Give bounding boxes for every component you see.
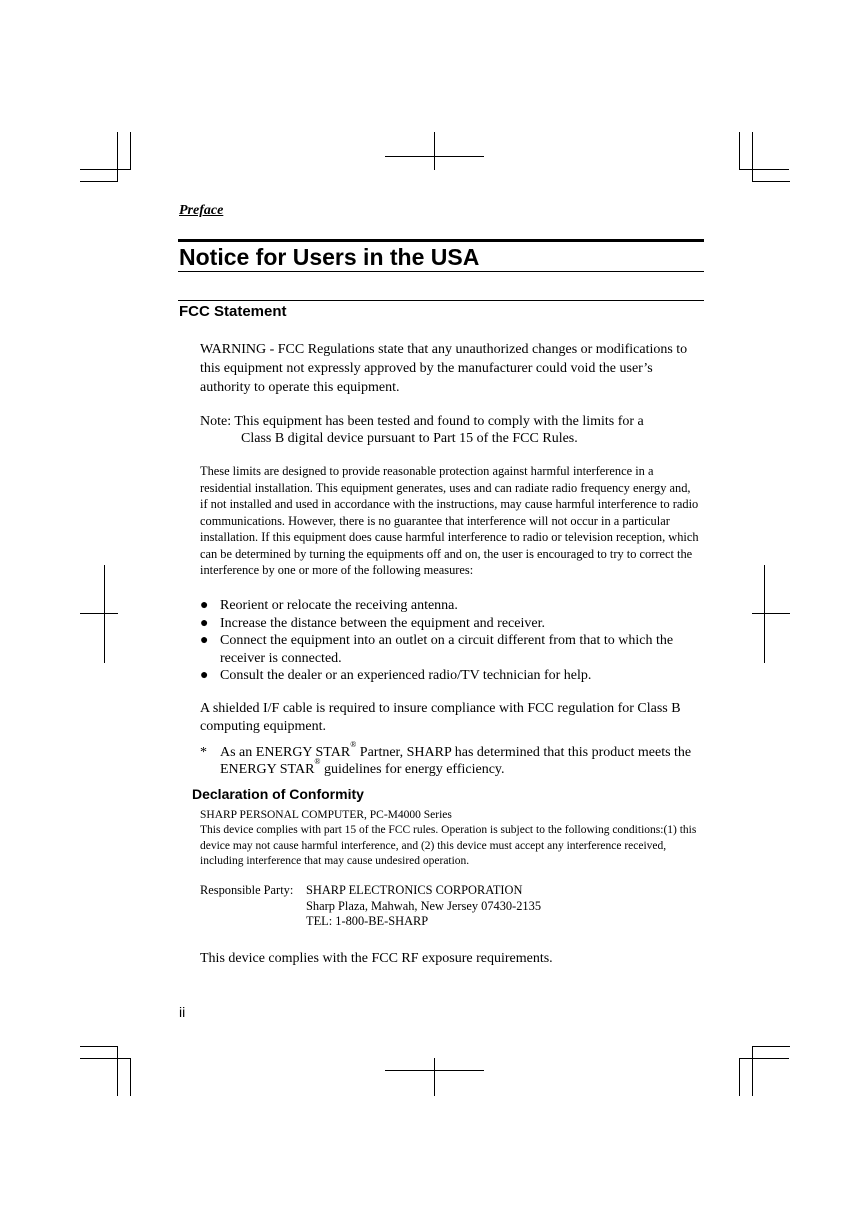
asterisk-marker: * bbox=[200, 745, 207, 760]
title-bottom-rule bbox=[178, 271, 704, 272]
bullet-icon: ● bbox=[200, 615, 209, 631]
party-line: Sharp Plaza, Mahwah, New Jersey 07430-2135 bbox=[306, 898, 542, 913]
responsible-party bbox=[200, 883, 541, 930]
declaration-text: This device complies with part 15 of the FCC rules. Operation is subject to the following conditions:(1) this device may not cause harmful interference, and (2) this device must accept any interference received, including interference that may cause undesired operation. bbox=[200, 824, 697, 867]
page-title: Notice for Users in the USA bbox=[179, 244, 480, 270]
fcc-warning-paragraph: WARNING - FCC Regulations state that any unauthorized changes or modifications to this equipment not expressly approved by the manufacturer could void the user’s authority to operate this equipment. bbox=[200, 342, 688, 395]
list-item bbox=[200, 632, 700, 667]
list-item-text: Reorient or relocate the receiving antenna. bbox=[220, 598, 458, 613]
list-item bbox=[200, 597, 700, 615]
declaration-heading: Declaration of Conformity bbox=[192, 786, 364, 802]
declaration-model: SHARP PERSONAL COMPUTER, PC-M4000 Series bbox=[200, 809, 452, 821]
bullet-icon: ● bbox=[200, 668, 209, 684]
running-header: Preface bbox=[179, 203, 224, 218]
registered-mark: ® bbox=[314, 757, 321, 767]
rf-exposure-statement: This device complies with the FCC RF exposure requirements. bbox=[200, 951, 553, 966]
party-line: TEL: 1-800-BE-SHARP bbox=[306, 914, 429, 928]
shielded-cable-paragraph: A shielded I/F cable is required to insure compliance with FCC regulation for Class B computing equipment. bbox=[200, 701, 681, 734]
energy-star-text: As an ENERGY STAR® Partner, SHARP has determined that this product meets the ENERGY STAR® guidelines for energy efficiency. bbox=[220, 740, 692, 777]
list-item-text: Consult the dealer or an experienced radio/TV technician for help. bbox=[220, 668, 592, 684]
fcc-note-line-2: Class B digital device pursuant to Part 15 of the FCC Rules. bbox=[241, 431, 578, 446]
registered-mark: ® bbox=[350, 740, 357, 750]
page-number: ii bbox=[179, 1004, 186, 1020]
fcc-limits-paragraph: These limits are designed to provide reasonable protection against harmful interference in a residential installation. This equipment generates, uses and can radiate radio frequency energy and, if not installed and used in accordance with the instructions, may cause harmful interference to radio communications. However, there is no guarantee that interference will not occur in a particular installation. If this equipment does cause harmful interference to radio or television reception, which can be determined by turning the equipments off and on, the user is encouraged to try to correct the interference by one or more of the following measures: bbox=[200, 464, 699, 577]
measures-list bbox=[200, 597, 700, 685]
energy-star-note bbox=[200, 740, 700, 778]
fcc-note bbox=[200, 413, 700, 447]
bullet-icon: ● bbox=[200, 633, 209, 649]
fcc-note-line-1: Note: This equipment has been tested and found to comply with the limits for a bbox=[200, 414, 644, 429]
list-item-text: Increase the distance between the equipment and receiver. bbox=[220, 615, 545, 631]
section-rule bbox=[178, 300, 704, 301]
list-item bbox=[200, 667, 700, 685]
bullet-icon: ● bbox=[200, 598, 209, 613]
responsible-party-address bbox=[306, 883, 541, 930]
list-item-text: Connect the equipment into an outlet on a circuit different from that to which the receiver is connected. bbox=[220, 633, 674, 666]
fcc-heading: FCC Statement bbox=[179, 303, 287, 320]
responsible-party-label: Responsible Party: bbox=[200, 883, 294, 897]
party-line: SHARP ELECTRONICS CORPORATION bbox=[306, 883, 523, 897]
list-item bbox=[200, 615, 700, 633]
